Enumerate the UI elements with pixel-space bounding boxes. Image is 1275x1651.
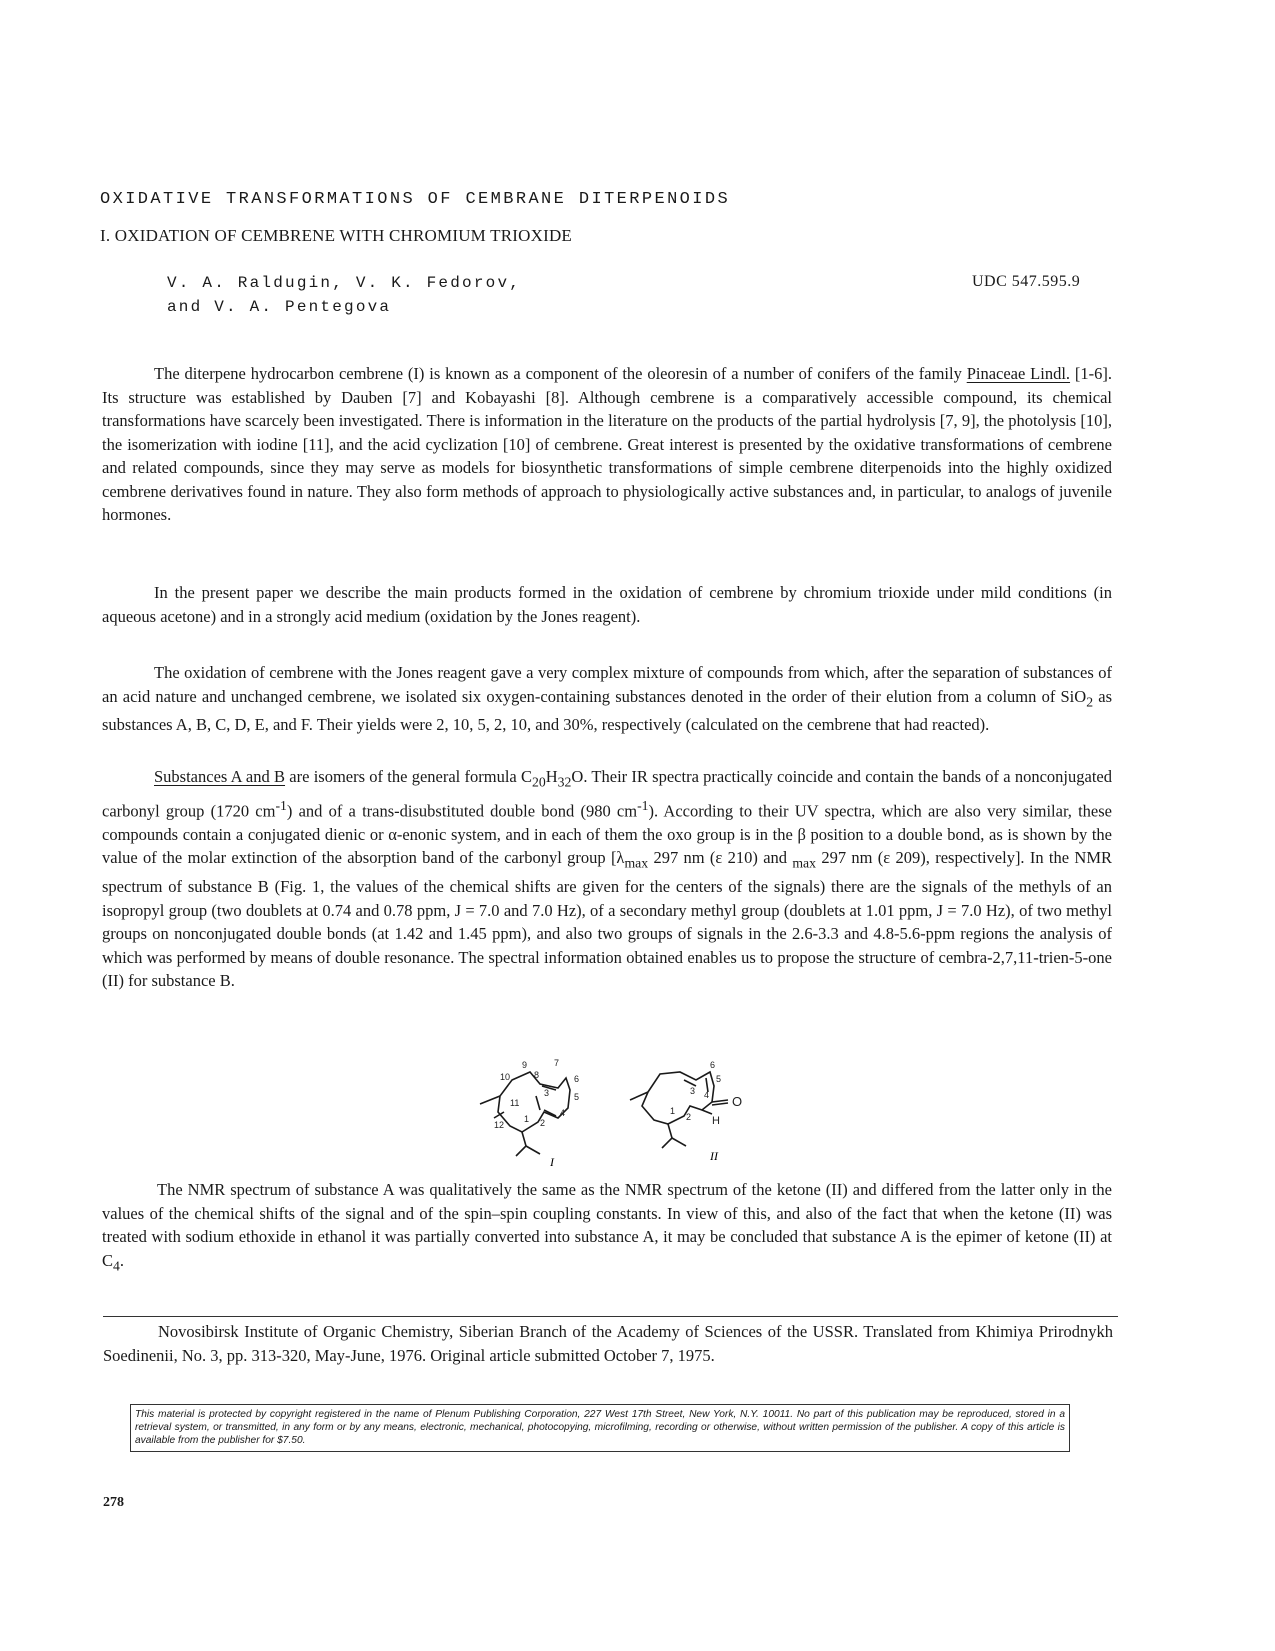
- structure-I-label: I: [550, 1155, 554, 1167]
- page-number: 278: [103, 1495, 124, 1510]
- p3-text-a: The oxidation of cembrene with the Jones reagent gave a very complex mixture of compounds from which, after the separation of substances of an acid nature and unchanged cembrene, we isolated six oxygen-containing substances denoted in the order of their elution from a column of SiO: [102, 663, 1112, 706]
- atom-number: 8: [534, 1070, 540, 1080]
- p4-superscript-1: -1: [275, 797, 287, 813]
- atom-number: 5: [716, 1074, 722, 1084]
- chemical-structures-figure: [470, 1052, 770, 1167]
- paragraph-5: [102, 1178, 1112, 1277]
- udc-code: UDC 547.595.9: [972, 273, 1081, 290]
- atom-number: 3: [690, 1086, 696, 1096]
- author-list: [167, 271, 521, 319]
- authors-line-1: V. A. Raldugin, V. K. Fedorov,: [167, 274, 522, 292]
- p4-text-d: ). According to their UV spectra, which are also very similar, these compounds contain a conjugated dienic or α-enonic system, and in each of them the oxo group is in the β position to a double bond, as is shown by the value of the molar extinction of the absorption band of the carbonyl group [λ: [102, 801, 1112, 868]
- atom-number: 3: [544, 1088, 550, 1098]
- paragraph-1: [102, 362, 1112, 527]
- p4-text-b: O. Their IR spectra practically coincide and contain the bands of a nonconjugated carbonyl group (1720 cm: [102, 767, 1112, 821]
- p4-lead: Substances A and B: [154, 767, 286, 786]
- p5-subscript: 4: [113, 1257, 120, 1273]
- p4-superscript-2: -1: [637, 797, 649, 813]
- atom-number: 9: [522, 1060, 528, 1070]
- atom-number: 2: [686, 1112, 692, 1122]
- atom-number: 7: [554, 1058, 560, 1068]
- atom-number: 6: [710, 1060, 716, 1070]
- copyright-notice: This material is protected by copyright registered in the name of Plenum Publishing Corporation, 227 West 17th Street, New York, N.Y. 10011. No part of this publication may be reproduced, stored in a retrieval system, or transmitted, in any form or by any means, electronic, mechanical, photocopying, microfilming, recording or otherwise, without written permission of the publisher. A copy of this article is available from the publisher for $7.50.: [130, 1404, 1070, 1452]
- hydrogen-atom: H: [712, 1115, 720, 1127]
- p5-text-a: The NMR spectrum of substance A was qualitatively the same as the NMR spectrum of the ketone (II) and differed from the latter only in the values of the chemical shifts of the signal and of the spin–spin coupling constants. In view of this, and also of the fact that when the ketone (II) was treated with sodium ethoxide in ethanol it was partially converted into substance A, it may be concluded that substance A is the epimer of ketone (II) at C: [102, 1180, 1112, 1270]
- p4-text-e: 297 nm (ε 210) and: [648, 848, 793, 868]
- oxygen-atom: O: [732, 1094, 743, 1109]
- structure-II-label: II: [710, 1149, 718, 1163]
- lambda-max-sub: max: [624, 855, 649, 871]
- p1-text-b: [1-6]. Its structure was established by Dauben [7] and Kobayashi [8]. Although cembrene is a comparatively accessible compound, its chemical transformations have scarcely been investigated. There is information in the literature on the products of the partial hydrolysis [7, 9], the photolysis [10], the isomerization with iodine [11], and the acid cyclization [10] of cembrene. Great interest is presented by the oxidative transformations of cembrene and related compounds, since they may serve as models for biosynthetic transformations of simple cembrene diterpenoids into the highly oxidized cembrene derivatives found in nature. They also form methods of approach to physiologically active substances and, in particular, to analogs of juvenile hormones.: [102, 364, 1112, 524]
- p4-text-c: ) and of a trans-disubstituted double bond (980 cm: [286, 801, 638, 821]
- paragraph-2: [102, 581, 1112, 628]
- structure-I-numbers: [494, 1058, 579, 1130]
- article-subtitle: I. OXIDATION OF CEMBRENE WITH CHROMIUM TRIOXIDE: [100, 226, 573, 245]
- footnote: [103, 1320, 1113, 1367]
- atom-number: 2: [540, 1118, 546, 1128]
- atom-number: 6: [574, 1074, 580, 1084]
- atom-number: 1: [670, 1106, 676, 1116]
- p5-text-b: .: [119, 1250, 125, 1270]
- p1-text-a: The diterpene hydrocarbon cembrene (I) is known as a component of the oleoresin of a number of conifers of the family: [154, 364, 967, 383]
- p3-text-b: as substances A, B, C, D, E, and F. Their yields were 2, 10, 5, 2, 10, and 30%, respectively (calculated on the cembrene that had reacted).: [102, 686, 1112, 735]
- p3-subscript: 2: [1086, 693, 1094, 709]
- atom-number: 1: [524, 1114, 530, 1124]
- footnote-text: Novosibirsk Institute of Organic Chemistry, Siberian Branch of the Academy of Sciences of the USSR. Translated from Khimiya Prirodnykh Soedinenii, No. 3, pp. 313-320, May-June, 1976. Original article submitted October 7, 1975.: [103, 1322, 1113, 1365]
- atom-number: 11: [510, 1098, 520, 1108]
- p4-text-f: 297 nm (ε 209), respectively]. In the NMR spectrum of substance B (Fig. 1, the values of the chemical shifts are given for the centers of the signals) there are the signals of the methyls of an isopropyl group (two doublets at 0.74 and 0.78 ppm, J = 7.0 and 7.0 Hz), of a secondary methyl group (doublets at 1.01 ppm, J = 7.0 Hz), of two methyl groups on nonconjugated double bonds (at 1.42 and 1.45 ppm), and also two groups of signals in the 2.6-3.3 and 4.8-5.6-ppm regions the analysis of which was performed by means of double resonance. The spectral information obtained enables us to propose the structure of cembra-2,7,11-trien-5-one (II) for substance B.: [102, 848, 1112, 991]
- formula-h-sub: 32: [557, 774, 572, 790]
- p4-text-a: are isomers of the general formula C: [285, 767, 532, 786]
- paragraph-4: [102, 765, 1112, 993]
- atom-number: 4: [560, 1108, 566, 1118]
- max-sub-2: max: [792, 855, 817, 871]
- family-name: Pinaceae Lindl.: [966, 364, 1071, 383]
- p2-text: In the present paper we describe the main products formed in the oxidation of cembrene by chromium trioxide under mild conditions (in aqueous acetone) and in a strongly acid medium (oxidation by the Jones reagent).: [102, 583, 1112, 626]
- authors-line-2: and V. A. Pentegova: [167, 298, 392, 316]
- atom-number: 12: [494, 1120, 505, 1130]
- formula-c-sub: 20: [532, 774, 546, 790]
- atom-number: 4: [704, 1090, 710, 1100]
- structure-diagram: [470, 1052, 770, 1167]
- atom-number: 10: [500, 1072, 511, 1082]
- formula-h: H: [545, 767, 558, 786]
- footnote-divider: [103, 1316, 1118, 1317]
- atom-number: 5: [574, 1092, 580, 1102]
- paragraph-3: [102, 661, 1112, 737]
- structure-II: [630, 1072, 728, 1148]
- article-title: OXIDATIVE TRANSFORMATIONS OF CEMBRANE DITERPENOIDS: [100, 190, 731, 209]
